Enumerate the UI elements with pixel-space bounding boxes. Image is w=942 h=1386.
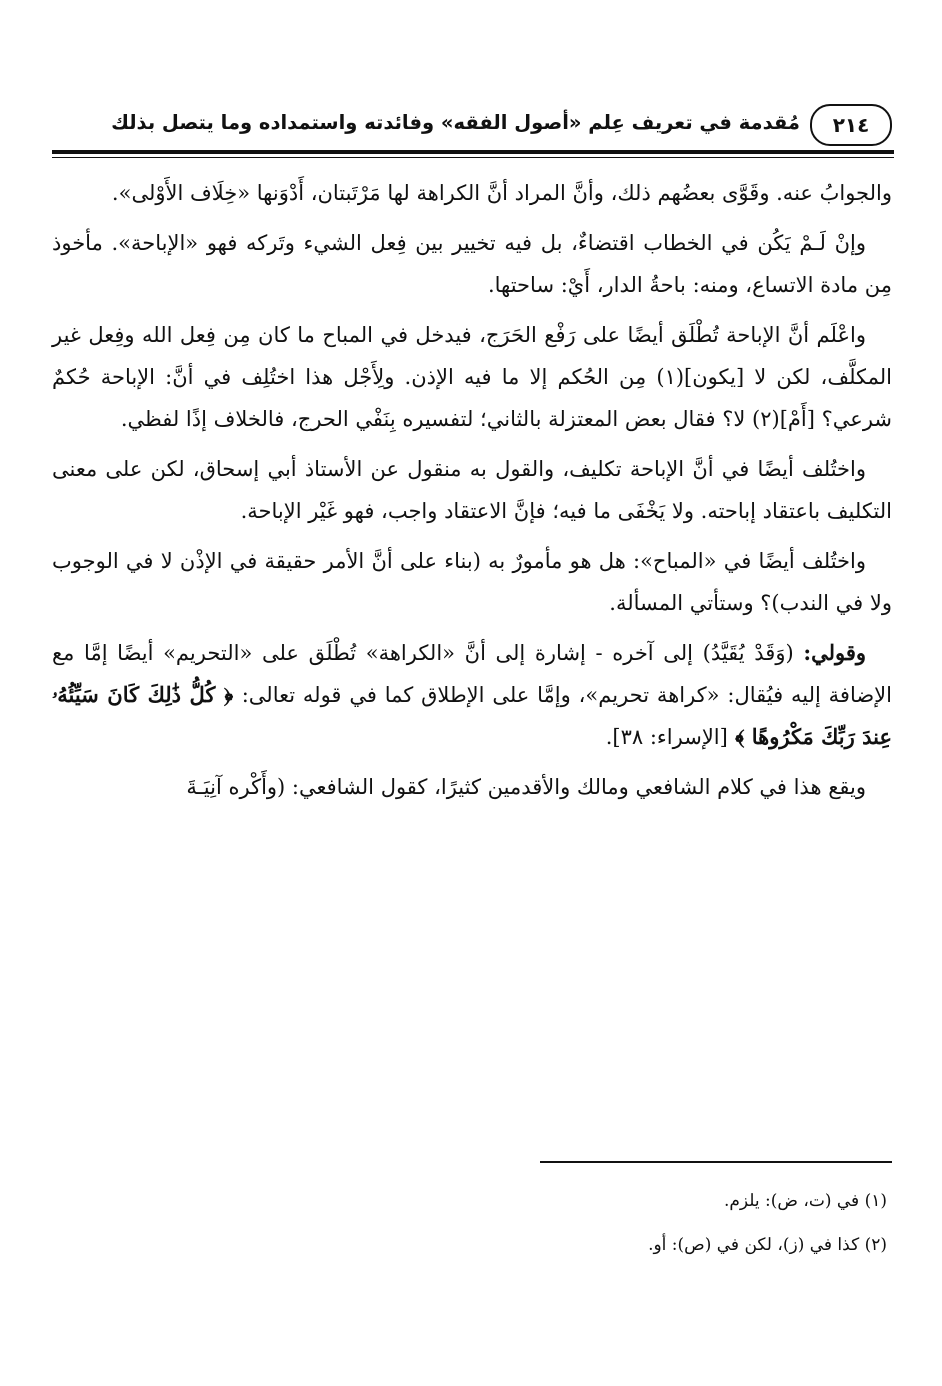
paragraph-lead: وقولي:	[803, 640, 866, 665]
paragraph-text: (وَقَدْ يُقَيَّدُ) إلى آخره - إشارة إلى أنَّ «الكراهة» تُطْلَق على «التحريم» أيضًا إمَّا مع الإضافة إليه فيُقال: «كراهة تحريم»، وإمَّا على الإطلاق كما في قوله تعالى:	[52, 641, 892, 707]
paragraph: والجوابُ عنه. وقَوَّى بعضُهم ذلك، وأنَّ المراد أنَّ الكراهة لها مَرْتَبتان، أَدْوَنها «خِلَاف الأَوْلى».	[111, 181, 892, 205]
footnote-separator	[540, 1161, 892, 1163]
verse-reference: [الإسراء: ٣٨].	[605, 725, 728, 749]
header-rule-thin	[52, 157, 894, 158]
paragraph: واعْلَم أنَّ الإباحة تُطْلَق أيضًا على رَفْع الحَرَج، فيدخل في المباح ما كان مِن فِعل الله وفِعل غير المكلَّف، لكن لا [يكون](١) مِن الحُكم إلا ما فيه الإذن. ولِأَجْل هذا اختُلِف في أنَّ: الإباحة حُكمٌ شرعي؟ [أَمْ](٢) لا؟ فقال بعض المعتزلة بالثاني؛ لتفسيره بِنَفْي الحرج، فالخلاف إذًا لفظي.	[52, 323, 892, 431]
paragraph	[52, 632, 892, 758]
main-text	[52, 172, 892, 816]
footnote: (١) في (ت، ض): يلزم.	[723, 1191, 887, 1211]
paragraph: ويقع هذا في كلام الشافعي ومالك والأقدمين كثيرًا، كقول الشافعي: (وأَكْره آنِيَـةَ	[186, 775, 866, 799]
running-title: مُقدمة في تعريف عِلم «أصول الفقه» وفائدته واستمداده وما يتصل بذلك	[111, 111, 800, 134]
quran-verse: ﴿ كُلُّ ذَٰلِكَ كَانَ سَيِّئُهُۥ عِندَ رَبِّكَ مَكْرُوهًا ﴾	[52, 682, 892, 749]
page-header	[52, 96, 892, 152]
footnote: (٢) كذا في (ز)، لكن في (ص): أو.	[648, 1235, 887, 1255]
paragraph: وإنْ لَـمْ يَكُن في الخطاب اقتضاءٌ، بل فيه تخيير بين فِعل الشيء وتَركه فهو «الإباحة». مأخوذ مِن مادة الاتساع، ومنه: باحةُ الدار، أَيْ: ساحتها.	[52, 231, 892, 297]
paragraph: واختُلف أيضًا في «المباح»: هل هو مأمورٌ به (بناء على أنَّ الأمر حقيقة في الإذْن لا في الوجوب ولا في الندب)؟ وستأتي المسألة.	[52, 549, 892, 615]
paragraph: واختُلف أيضًا في أنَّ الإباحة تكليف، والقول به منقول عن الأستاذ أبي إسحاق، لكن على معنى التكليف باعتقاد إباحته. ولا يَخْفَى ما فيه؛ فإنَّ الاعتقاد واجب، فهو غَيْر الإباحة.	[52, 457, 892, 523]
header-rule	[52, 150, 894, 154]
page-number: ٢١٤	[810, 104, 892, 146]
footnotes	[52, 1186, 887, 1274]
